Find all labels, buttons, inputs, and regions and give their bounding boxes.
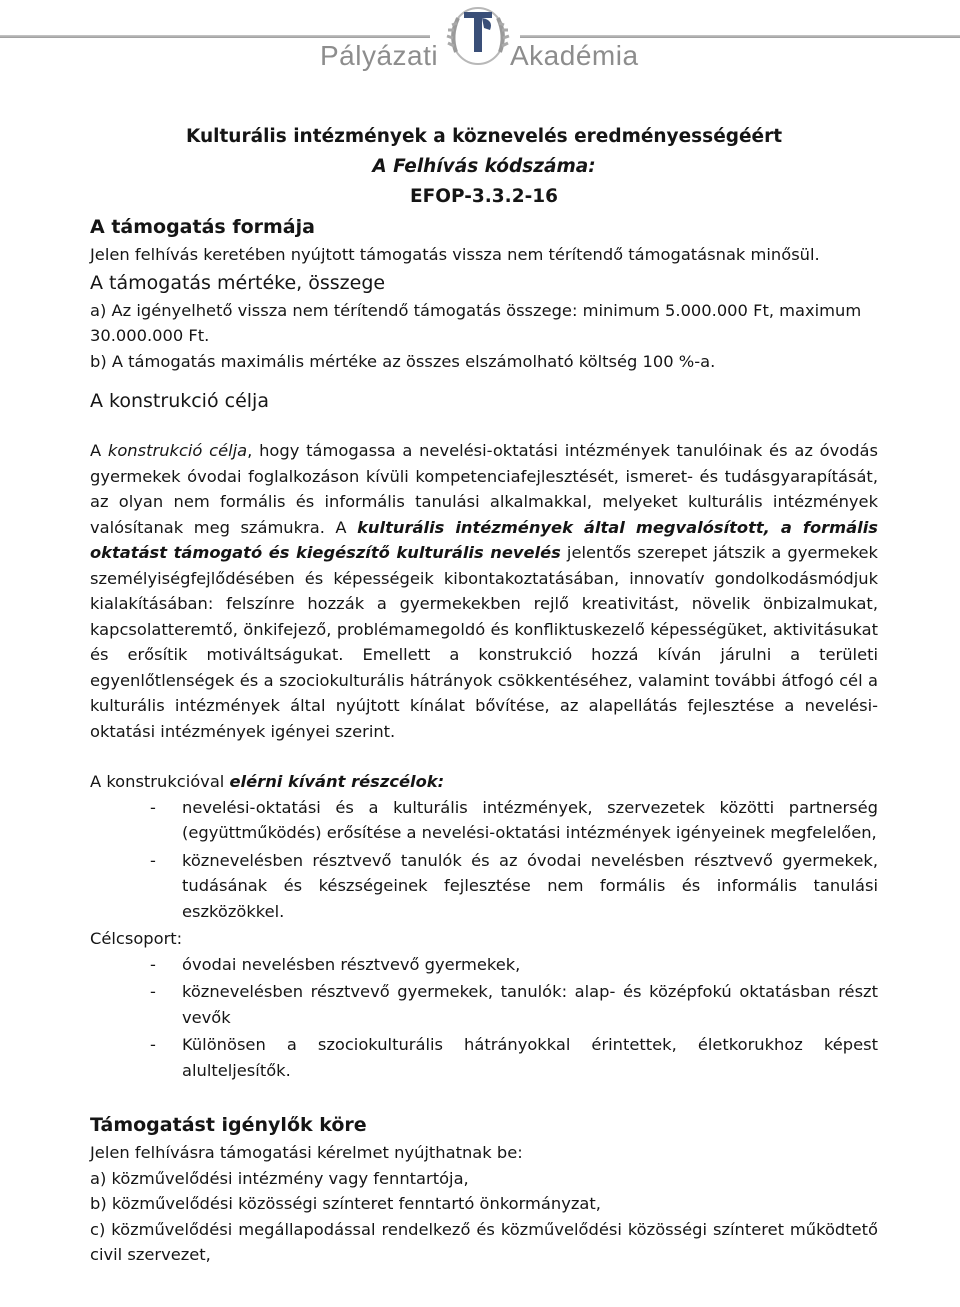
support-amount-b: b) A támogatás maximális mértéke az összes elszámolható költség 100 %-a. [90,351,716,371]
support-form-text: Jelen felhívás keretében nyújtott támogatás vissza nem térítendő támogatásnak minősül. [90,245,820,264]
applicants-b: b) közművelődési közösségi színteret fenntartó önkormányzat, [90,1194,601,1213]
subgoals-intro [90,769,878,795]
header-rule-left [0,35,430,38]
heading-goal: A konstrukció célja [90,390,269,412]
applicants-c: c) közművelődési megállapodással rendelkező és közművelődési közösségi színteret működtető civil szervezet, [90,1219,878,1264]
dash-bullet: - [150,1035,156,1054]
logo-text-akademia: Akadémia [510,40,639,71]
subgoals-intro-emphasis: elérni kívánt részcélok: [229,772,445,791]
subgoal-text: köznevelésben résztvevő tanulók és az óvodai nevelésben résztvevő gyermekek, tudásának és készségeinek fejlesztése nem formális és informális tanulási eszközökkel. [182,850,878,921]
applicants-intro: Jelen felhívásra támogatási kérelmet nyújthatnak be: [90,1143,523,1162]
heading-applicants: Támogatást igénylők köre [90,1114,367,1136]
subgoals-list [90,795,878,925]
dash-bullet: - [150,954,156,974]
heading-support-form: A támogatás formája [90,216,315,238]
dash-bullet: - [150,982,156,1001]
title-line-2: A Felhívás kódszáma: [372,156,596,177]
dash-bullet: - [150,797,156,817]
list-item [90,952,878,978]
list-item [90,1032,878,1083]
target-group-text: Különösen a szociokulturális hátrányokkal érintettek, életkorukhoz képest alulteljesítők. [182,1035,878,1080]
subgoal-text: nevelési-oktatási és a kulturális intézmények, szervezetek közötti partnerség (együttműködés) erősítése a nevelési-oktatási intézmények igényeinek megfelelően, [182,797,878,842]
goal-text-end: jelentős szerepet játszik a gyermekek személyiségfejlődésében és képességeik kibontakoztatásában, innovatív gondolkodásmódjuk kialakításában: felszínre hozzák a gyermekekben rejlő kreativitást, növelik önbizalmukat, kapcsolatteremtő, önkifejező, problémamegoldó és konfliktuskezelő képességüket, aktivitásukat és erősítik motiváltságukat. Emellett a konstrukció hozzá kíván járulni a területi egyenlőtlenségek és a szociokulturális hátrányok csökkentéséhez, valamint további átfogó cél a kulturális intézmények által nyújtott kínálat bővítése, az alapellátás fejlesztése a nevelési-oktatási intézmények igényei szerint. [90,543,878,741]
target-group-list [90,952,878,1084]
support-amount-a: a) Az igényelhető vissza nem térítendő támogatás összege: minimum 5.000.000 Ft, maximum 30.000.000 Ft. [90,300,862,345]
logo-text-palyazati: Pályázati [320,40,439,71]
list-item [90,795,878,846]
goal-emphasis-2: kulturális intézmények által megvalósított, a formális oktatást támogató és kiegészítő kulturális nevelés [90,517,878,562]
target-group-text: óvodai nevelésben résztvevő gyermekek, [182,954,521,974]
heading-support-amount: A támogatás mértéke, összege [90,271,386,294]
document-title [90,122,878,212]
target-group-label: Célcsoport: [90,929,183,948]
title-line-3: EFOP-3.3.2-16 [409,186,558,207]
list-item [90,848,878,925]
page-header [0,0,960,90]
goal-text-start: A [90,441,108,460]
laurel-emblem-icon [440,2,516,68]
header-rule-right [520,35,960,38]
goal-emphasis-1: konstrukció célja [107,441,248,460]
goal-text-middle: , hogy támogassa a nevelési-oktatási intézmények tanulóinak és az óvodás gyermekek óvodai foglalkozáson kívüli kompetenciafejlesztését, ismeret- és tudásgyarapítását, az olyan nem formális és informális tanulási alkalmakkal, melyeket kulturális intézmények valósítanak meg számukra. A [90,441,878,537]
dash-bullet: - [150,850,156,870]
title-line-1: Kulturális intézmények a köznevelés eredményességéért [185,126,783,147]
target-group-text: köznevelésben résztvevő gyermekek, tanulók: alap- és középfokú oktatásban részt vevők [182,982,878,1027]
document-body [90,122,878,1268]
goal-paragraph [90,438,878,744]
subgoals-intro-text: A konstrukcióval [90,772,230,791]
applicants-a: a) közművelődési intézmény vagy fenntartója, [90,1168,469,1188]
list-item [90,979,878,1030]
